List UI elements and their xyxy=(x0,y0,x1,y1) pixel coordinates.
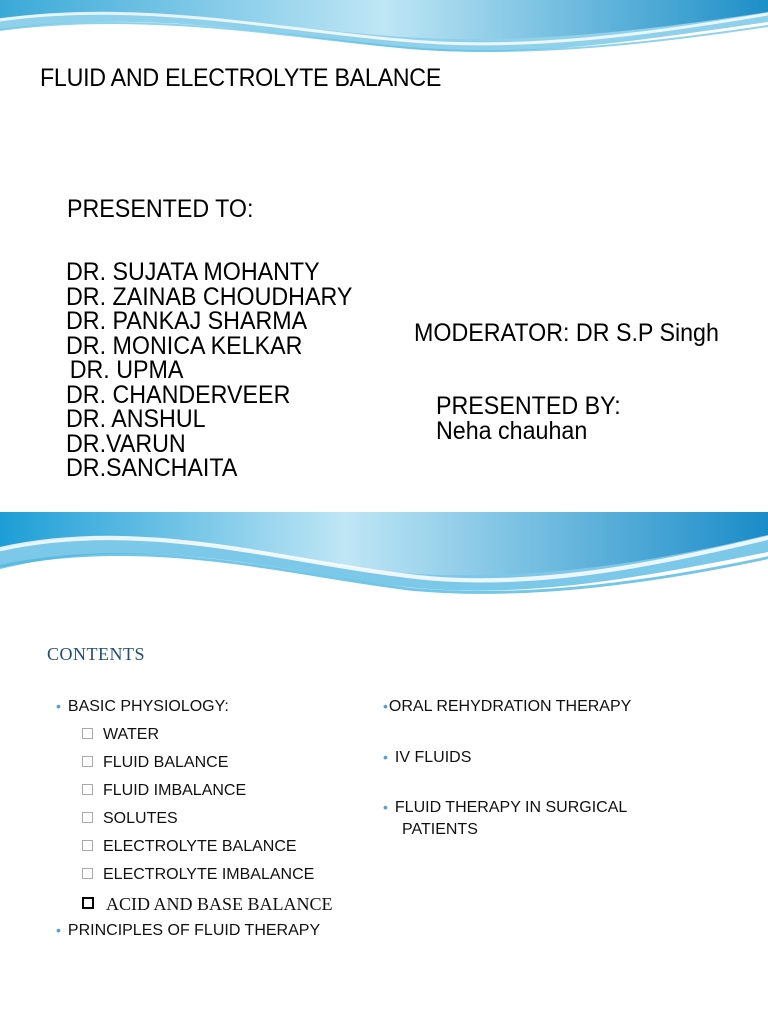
presented-to-label: PRESENTED TO: xyxy=(67,195,254,223)
list-item: • BASIC PHYSIOLOGY: xyxy=(56,698,229,715)
checkbox-square-icon xyxy=(82,868,93,879)
faculty-name: DR. MONICA KELKAR xyxy=(66,331,303,360)
slide-title: FLUID AND ELECTROLYTE BALANCE xyxy=(40,64,442,92)
checkbox-square-icon xyxy=(82,812,93,823)
list-item: • IV FLUIDS xyxy=(383,749,472,766)
bullet-dot-icon: • xyxy=(56,922,61,938)
faculty-name: DR.VARUN xyxy=(66,429,186,458)
contents-slide xyxy=(0,512,768,1024)
faculty-name: DR.SANCHAITA xyxy=(66,454,238,482)
list-subitem: WATER xyxy=(56,726,333,754)
bullet-dot-icon: • xyxy=(383,749,388,765)
faculty-name: DR. SUJATA MOHANTY xyxy=(66,258,320,286)
contents-title: CONTENTS xyxy=(47,644,145,664)
wave-header-decoration xyxy=(0,512,768,612)
list-item: •ORAL REHYDRATION THERAPY xyxy=(383,698,632,715)
presented-by-label: PRESENTED BY: xyxy=(436,392,621,420)
list-subitem: FLUID IMBALANCE xyxy=(56,782,333,810)
list-item: • FLUID THERAPY IN SURGICAL xyxy=(383,799,628,816)
checkbox-square-bold-icon xyxy=(82,897,94,909)
checkbox-square-icon xyxy=(82,840,93,851)
checkbox-square-icon xyxy=(82,756,93,767)
presenter-name: Neha chauhan xyxy=(436,417,588,445)
contents-left-column xyxy=(56,698,333,950)
bullet-dot-icon: • xyxy=(56,698,61,714)
checkbox-square-icon xyxy=(82,728,93,739)
wave-header-decoration xyxy=(0,0,768,70)
list-subitem: SOLUTES xyxy=(56,810,333,838)
moderator-text: MODERATOR: DR S.P Singh xyxy=(414,319,719,347)
faculty-name: DR. ZAINAB CHOUDHARY xyxy=(66,282,353,311)
list-item: • PRINCIPLES OF FLUID THERAPY xyxy=(56,922,321,939)
list-item-continuation: PATIENTS xyxy=(402,821,478,838)
faculty-names-list xyxy=(66,260,352,481)
bullet-dot-icon: • xyxy=(383,799,388,815)
list-subitem: ELECTROLYTE BALANCE xyxy=(56,838,333,866)
list-subitem-bold: ACID AND BASE BALANCE xyxy=(56,894,333,922)
checkbox-square-icon xyxy=(82,784,93,795)
bullet-dot-icon: • xyxy=(383,698,388,714)
faculty-name: DR. UPMA xyxy=(69,356,184,384)
faculty-name: DR. CHANDERVEER xyxy=(66,380,291,409)
faculty-name: DR. ANSHUL xyxy=(66,405,206,433)
faculty-name: DR. PANKAJ SHARMA xyxy=(66,307,308,335)
contents-right-column xyxy=(383,698,631,839)
list-subitem: ELECTROLYTE IMBALANCE xyxy=(56,866,333,894)
list-subitem: FLUID BALANCE xyxy=(56,754,333,782)
presented-by-block xyxy=(436,394,621,444)
